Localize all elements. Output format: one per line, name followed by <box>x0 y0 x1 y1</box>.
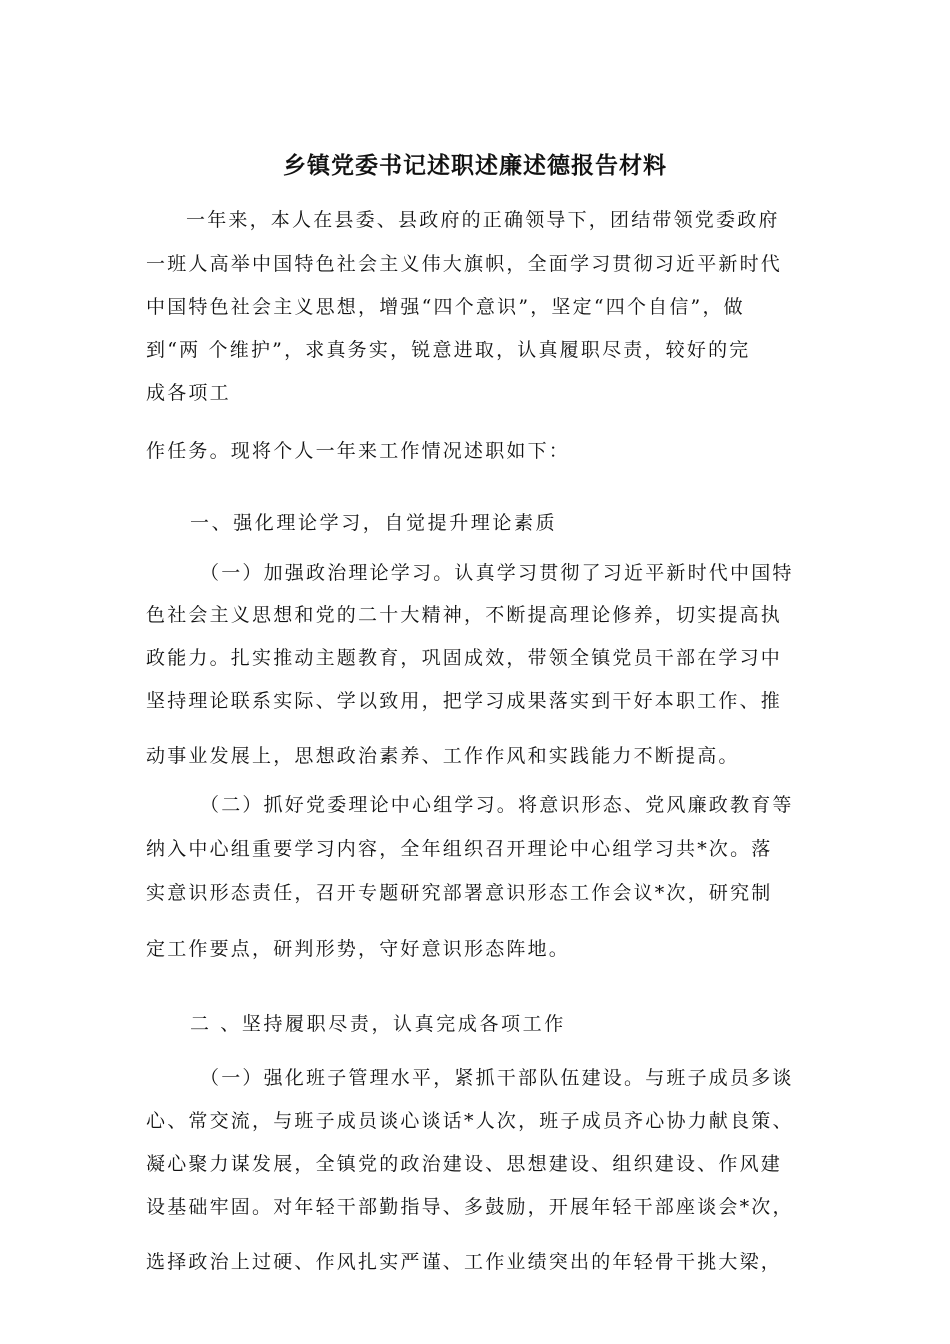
paragraph-line: 一年来，本人在县委、县政府的正确领导下，团结带领党委政府 <box>186 209 780 231</box>
paragraph-line: 凝心聚力谋发展，全镇党的政治建设、思想建设、组织建设、作风建 <box>146 1153 783 1175</box>
paragraph-line: 成各项工 <box>146 382 231 404</box>
paragraph-line: （一）加强政治理论学习。认真学习贯彻了习近平新时代中国特 <box>200 562 794 584</box>
paragraph-line: （二）抓好党委理论中心组学习。将意识形态、党风廉政教育等 <box>200 794 794 816</box>
paragraph-line: 作任务。现将个人一年来工作情况述职如下： <box>146 440 571 462</box>
paragraph-line: 选择政治上过硬、作风扎实严谨、工作业绩突出的年轻骨干挑大梁， <box>146 1251 783 1273</box>
paragraph-line: 中国特色社会主义思想，增强“四个意识”，坚定“四个自信”，做 <box>146 296 745 318</box>
paragraph-line: 色社会主义思想和党的二十大精神，不断提高理论修养，切实提高执 <box>146 604 783 626</box>
paragraph-line: （一）强化班子管理水平，紧抓干部队伍建设。与班子成员多谈 <box>200 1067 794 1089</box>
paragraph-line: 心、常交流，与班子成员谈心谈话*人次，班子成员齐心协力献良策、 <box>146 1110 794 1132</box>
paragraph-line: 纳入中心组重要学习内容，全年组织召开理论中心组学习共*次。落 <box>146 838 773 860</box>
paragraph-line: 定工作要点，研判形势，守好意识形态阵地。 <box>146 938 571 960</box>
paragraph-line: 设基础牢固。对年轻干部勤指导、多鼓励，开展年轻干部座谈会*次， <box>146 1196 794 1218</box>
paragraph-line: 政能力。扎实推动主题教育，巩固成效，带领全镇党员干部在学习中 <box>146 647 783 669</box>
paragraph-line: 一班人高举中国特色社会主义伟大旗帜，全面学习贯彻习近平新时代 <box>146 253 783 275</box>
paragraph-line: 到“两 个维护”，求真务实，锐意进取，认真履职尽责，较好的完 <box>146 339 751 361</box>
section-heading-1: 一、强化理论学习，自觉提升理论素质 <box>190 512 558 534</box>
paragraph-line: 动事业发展上，思想政治素养、工作作风和实践能力不断提高。 <box>146 745 740 767</box>
paragraph-line: 坚持理论联系实际、学以致用，把学习成果落实到干好本职工作、推 <box>146 690 783 712</box>
document-title: 乡镇党委书记述职述廉述德报告材料 <box>283 153 667 179</box>
section-heading-2: 二 、坚持履职尽责，认真完成各项工作 <box>190 1013 566 1035</box>
paragraph-line: 实意识形态责任，召开专题研究部署意识形态工作会议*次，研究制 <box>146 882 773 904</box>
